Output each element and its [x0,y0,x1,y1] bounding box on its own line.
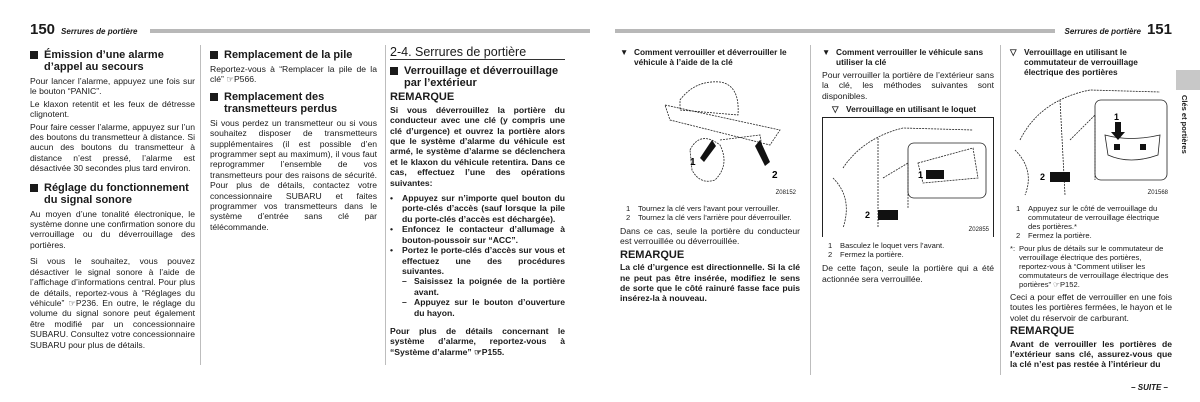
paragraph: Au moyen d’une tonalité électronique, le système donne une confirmation sonore du verrouillage ou du déverrouillage des portières. [30,208,195,250]
figure-code: Z01568 [1147,189,1168,196]
figure-code: Z08152 [775,189,796,196]
figure-label-2: 2 [772,170,778,181]
column-1 [30,47,195,352]
paragraph: Pour verrouiller la portière de l’extérieur sans la clé, les méthodes suivantes sont disponibles. [822,70,994,101]
column-2 [210,47,377,234]
list-item: – Appuyez sur le bouton d’ouverture du hayon. [402,297,565,318]
step: 1 Tournez la clé vers l’avant pour verrouiller. [626,204,780,213]
heading: Réglage du fonctionnement du signal sonore [30,182,195,206]
figure-label-1: 1 [1114,112,1120,122]
chapter-tab [1176,70,1200,90]
list-item: • Appuyez sur n’importe quel bouton du porte-clés d’accès (sauf lorsque la pile du porte-clés d’accès est déchargée). [390,193,565,224]
paragraph: Si vous le souhaitez, vous pouvez désactiver le signal sonore à l’aide de l’affichage d’informations central. Pour plus de détails, reportez-vous à “Réglages du véhicule” ☞P236. En outre, le réglage du volume du signal sonore peut également être modifié par un concessionnaire SUBARU. Consultez votre concessionnaire SUBARU pour plus de détails. [30,256,195,350]
paragraph: Reportez-vous à “Remplacer la pile de la clé” ☞P566. [210,64,377,85]
right-page-header [1058,17,1172,37]
column-divider [1000,45,1001,375]
running-title: Serrures de portière [61,27,138,36]
column-3 [390,47,565,359]
column-divider [810,45,811,375]
remark-heading: REMARQUE [620,248,685,261]
footnote: *: Pour plus de détails sur le commutateur de verrouillage électrique des portières, reportez-vous à “Comment utiliser les commutateurs de verrouillage électrique des portières” ☞P152. [1010,244,1169,289]
heading: Remplacement de la pile [210,49,377,61]
paragraph: Si vous déverrouillez la portière du conducteur avec une clé (y compris une clé d’urgence) et ouvrez la portière alors que le système d’alarme du véhicule est armé, le système d’alarme se déclenchera et le klaxon du véhicule retentira. Dans ce cas, effectuez l’une des opérations suivantes: [390,104,565,188]
header-bar [150,29,590,33]
subheading: ▼ Comment verrouiller et déverrouiller le véhicule à l’aide de la clé [620,47,787,67]
subheading: ▼ Comment verrouiller le véhicule sans utiliser la clé [822,47,984,67]
subheading: ▽ Verrouillage en utilisant le loquet [832,104,977,115]
paragraph: Dans ce cas, seule la portière du conducteur est verrouillée ou déverrouillée. [620,226,800,247]
step-list [822,241,994,259]
figure-label-2: 2 [865,210,871,221]
paragraph: La clé d’urgence est directionnelle. Si la clé ne peut pas être insérée, modifiez le sens de sorte que le côté rainuré fasse face puis insérez-la à nouveau. [620,262,800,304]
column-divider [385,45,386,365]
door-latch-illustration [822,117,994,237]
step: 1 Appuyez sur le côté de verrouillage du commutateur de verrouillage électrique des portières.* [1016,204,1160,231]
section-title: 2-4. Serrures de portière [390,47,565,60]
column-5 [822,47,994,286]
remark-heading: REMARQUE [390,91,455,104]
paragraph: Avant de verrouiller les portières de l’extérieur sans clé, assurez-vous que la clé n’est pas restée à l’intérieur du [1010,338,1172,370]
step-list [620,204,800,222]
power-lock-switch-illustration [1010,80,1172,200]
subheading: ▽ Verrouillage en utilisant le commutateur de verrouillage électrique des portières [1010,47,1138,77]
step-list [1010,204,1172,240]
list-item: • Portez le porte-clés d’accès sur vous et effectuez une des procédures suivantes. [390,245,565,276]
figure-label-1: 1 [690,157,696,168]
heading: Émission d’une alarme d’appel au secours [30,49,195,73]
page-number: 151 [1146,21,1172,38]
paragraph: Pour lancer l’alarme, appuyez une fois sur le bouton “PANIC”. [30,76,195,97]
column-4 [620,47,800,306]
step: 2 Fermez la portière. [828,250,904,260]
list-item: – Saisissez la poignée de la portière avant. [402,276,565,297]
continued-label: – SUITE – [1131,383,1168,392]
running-title: Serrures de portière [1064,27,1141,36]
step: 2 Tournez la clé vers l’arrière pour déverrouiller. [626,213,792,222]
key-lock-illustration [620,70,800,200]
figure-code: Z02855 [968,226,989,233]
chapter-tab-label: Clés et portières [1180,95,1189,154]
heading: Remplacement des transmetteurs perdus [210,91,377,115]
column-divider [200,45,201,365]
step: 2 Fermez la portière. [1016,231,1092,240]
step: 1 Basculez le loquet vers l’avant. [828,241,945,251]
paragraph: Ceci a pour effet de verrouiller en une fois toutes les portières fermées, le hayon et le volet du réservoir de carburant. [1010,292,1172,323]
paragraph: De cette façon, seule la portière qui a été actionnée sera verrouillée. [822,263,994,284]
figure-label-2: 2 [1040,172,1046,182]
left-page-header [30,17,144,37]
column-6 [1010,47,1172,372]
remark-heading: REMARQUE [1010,325,1075,338]
paragraph: Si vous perdez un transmetteur ou si vous souhaitez disposer de transmetteurs supplémentaires (il est possible d’en programmer sept au maximum), il vous faut reprogrammer l’ensemble de vos transmetteurs pour des raisons de sécurité. Pour plus de détails, contactez votre concessionnaire SUBARU et faites programmer vos transmetteurs dans le système d’entrée sans clé par télécommande. [210,117,377,232]
page-number: 150 [30,21,56,38]
paragraph: Pour faire cesser l’alarme, appuyez sur l’un des boutons du transmetteur à distance. Si aucun des boutons du transmetteur à distance n’est pressé, l’alarme est désactivée 30 secondes plus tard environ. [30,121,195,174]
list-item: • Enfoncez le contacteur d’allumage à bouton-poussoir sur “ACC”. [390,224,565,245]
bullet-list [390,193,565,318]
paragraph: Pour plus de détails concernant le système d’alarme, reportez-vous à “Système d’alarme” ☞P155. [390,325,565,357]
header-bar [615,29,1055,33]
heading: Verrouillage et déverrouillage par l’extérieur [390,65,565,89]
figure-label-1: 1 [918,170,924,181]
paragraph: Le klaxon retentit et les feux de détresse clignotent. [30,98,195,120]
